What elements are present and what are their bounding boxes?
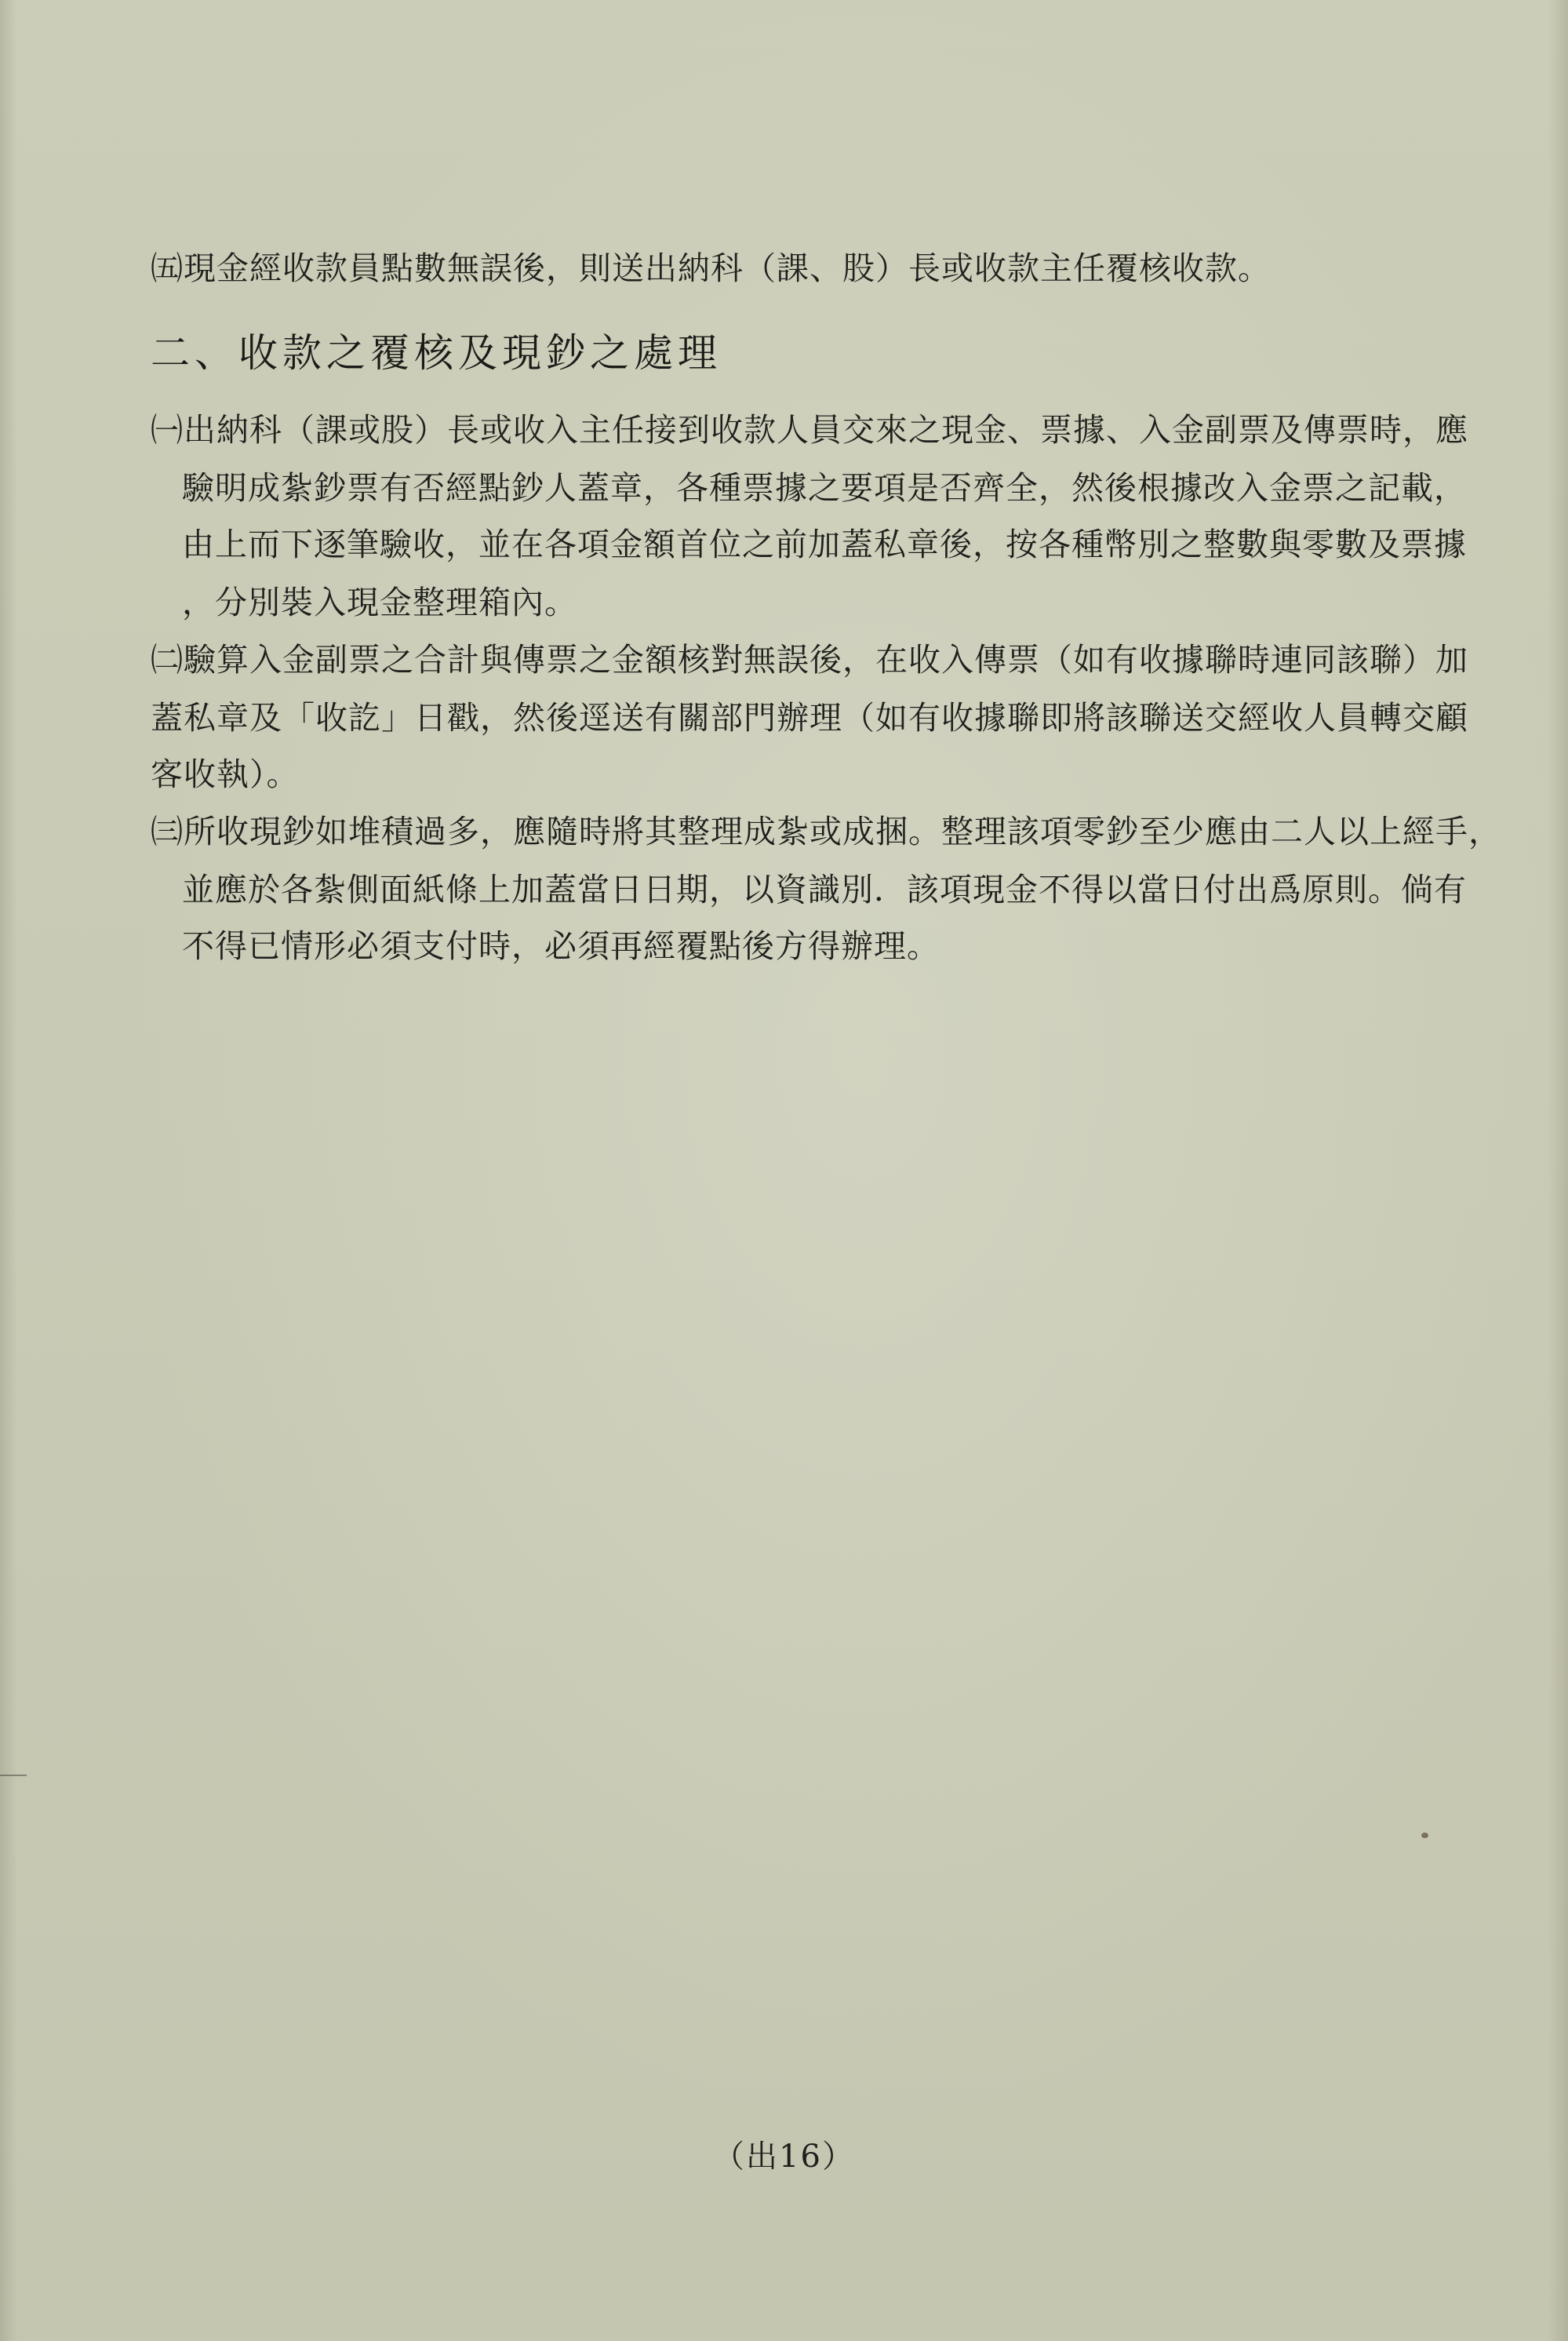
- section-heading: 二、收款之覆核及現鈔之處理: [151, 330, 722, 376]
- paper-speck: [1421, 1833, 1428, 1838]
- page-right-edge-shadow: [1548, 0, 1568, 2341]
- item-1-line-4: ，分別裝入現金整理箱內。: [182, 584, 577, 621]
- item-5-line: ㈤現金經收款員點數無誤後，則送出納科（課、股）長或收款主任覆核收款。: [151, 249, 1271, 287]
- item-3-line-1: ㈢所收現鈔如堆積過多，應隨時將其整理成紮或成捆。整理該項零鈔至少應由二人以上經手，: [151, 813, 1501, 850]
- page-number: （出16）: [713, 2139, 855, 2175]
- item-3-line-2: 並應於各紮側面紙條上加蓋當日日期，以資識別．該項現金不得以當日付出爲原則。倘有: [182, 871, 1467, 908]
- page-left-edge-shadow: [0, 0, 17, 2341]
- item-1-line-1: ㈠出納科（課或股）長或收入主任接到收款人員交來之現金、票據、入金副票及傳票時，應: [151, 411, 1468, 449]
- margin-mark: [0, 1775, 27, 1776]
- item-2-line-3: 客收執）。: [151, 755, 300, 793]
- item-2-line-2: 蓋私章及「收訖」日戳，然後逕送有關部門辦理（如有收據聯即將該聯送交經收人員轉交顧: [151, 699, 1468, 737]
- item-2-line-1: ㈡驗算入金副票之合計與傳票之金額核對無誤後，在收入傳票（如有收據聯時連同該聯）加: [151, 641, 1468, 679]
- item-1-line-3: 由上而下逐筆驗收，並在各項金額首位之前加蓋私章後，按各種幣別之整數與零數及票據: [182, 526, 1467, 563]
- item-3-line-3: 不得已情形必須支付時，必須再經覆點後方得辦理。: [182, 927, 940, 965]
- item-1-line-2: 驗明成紮鈔票有否經點鈔人蓋章，各種票據之要項是否齊全，然後根據改入金票之記載，: [182, 469, 1467, 507]
